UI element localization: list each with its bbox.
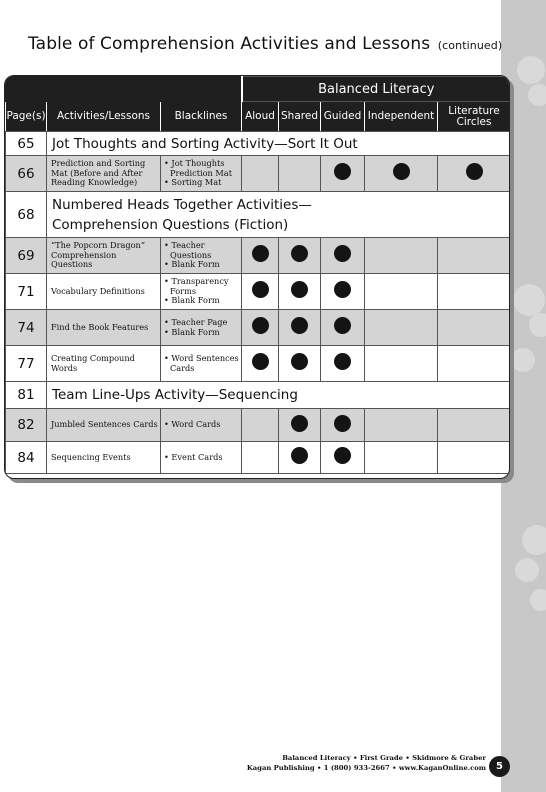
blackline-item: • Event Cards [164,451,223,462]
blackline-item: • Word Sentences Cards [164,353,239,373]
section-title-line: Comprehension Questions (Fiction) [52,216,289,233]
row-activity: “The Popcorn Dragon” Comprehension Questions [47,238,161,274]
mark-guided [321,156,365,192]
filled-dot-icon [291,245,308,262]
col-header-independent: Independent [365,102,438,132]
page-footer [247,754,486,773]
mark-guided [321,310,365,346]
mark-guided [321,274,365,310]
row-activity: Find the Book Features [47,310,161,346]
mark-guided [321,442,365,474]
col-header-blacklines: Blacklines [161,102,242,132]
row-blacklines [161,238,242,274]
activities-table [5,76,510,474]
col-header-activities: Activities/Lessons [47,102,161,132]
mark-literature-circles [438,238,511,274]
title-main: Table of Comprehension Activities and Lessons [28,34,431,54]
filled-dot-icon [334,281,351,298]
row-blacklines [161,156,242,192]
activity-row [6,442,511,474]
mark-literature-circles [438,274,511,310]
col-header-guided: Guided [321,102,365,132]
section-title-line: Team Line-Ups Activity—Sequencing [52,387,298,403]
mark-aloud [242,346,279,382]
row-page: 82 [6,409,47,442]
filled-dot-icon [393,163,410,180]
row-activity: Sequencing Events [47,442,161,474]
filled-dot-icon [334,447,351,464]
mark-literature-circles [438,346,511,382]
col-header-pages: Page(s) [6,102,47,132]
balanced-literacy-header: Balanced Literacy [242,77,511,102]
mark-aloud [242,274,279,310]
section-title-line: Jot Thoughts and Sorting Activity—Sort It Out [52,135,358,152]
activity-row [6,238,511,274]
mark-independent [365,346,438,382]
mark-shared [279,409,321,442]
mark-shared [279,238,321,274]
row-activity: Jumbled Sentences Cards [47,409,161,442]
section-page: 81 [6,382,47,409]
mark-literature-circles [438,442,511,474]
blackline-item: • Word Cards [164,419,221,430]
blackline-item: • Blank Form [164,295,220,306]
filled-dot-icon [291,353,308,370]
mark-guided [321,346,365,382]
filled-dot-icon [252,245,269,262]
section-title-line: Numbered Heads Together Activities— [52,196,312,213]
row-activity: Creating Compound Words [47,346,161,382]
blackline-item: • Sorting Mat [164,177,222,188]
filled-dot-icon [291,415,308,432]
mark-shared [279,274,321,310]
section-row [6,132,511,156]
blackline-item: • Blank Form [164,326,220,337]
activity-row [6,274,511,310]
filled-dot-icon [291,281,308,298]
col-header-literature-circles: Literature Circles [438,102,511,132]
column-header-row [6,102,511,132]
activity-row [6,156,511,192]
blackline-item: • Teacher Questions [164,240,212,260]
section-title [47,192,511,238]
section-row [6,382,511,409]
row-page: 74 [6,310,47,346]
filled-dot-icon [466,163,483,180]
page-title [28,34,502,54]
row-page: 77 [6,346,47,382]
activity-row [6,409,511,442]
mark-guided [321,409,365,442]
col-header-shared: Shared [279,102,321,132]
mark-literature-circles [438,156,511,192]
mark-shared [279,442,321,474]
footer-line-1: Balanced Literacy • First Grade • Skidmore & Graber [282,754,486,762]
filled-dot-icon [252,353,269,370]
row-activity: Prediction and Sorting Mat (Before and After Reading Knowledge) [47,156,161,192]
activities-table-box [4,75,510,479]
mark-aloud [242,310,279,346]
row-blacklines [161,442,242,474]
mark-shared [279,310,321,346]
mark-independent [365,310,438,346]
mark-independent [365,409,438,442]
col-header-aloud: Aloud [242,102,279,132]
mark-guided [321,238,365,274]
row-page: 71 [6,274,47,310]
mark-aloud [242,442,279,474]
row-blacklines [161,409,242,442]
title-suffix: (continued) [437,39,503,52]
mark-shared [279,346,321,382]
filled-dot-icon [291,447,308,464]
filled-dot-icon [334,163,351,180]
mark-independent [365,238,438,274]
blackline-item: • Transparency Forms [164,276,229,296]
row-activity: Vocabulary Definitions [47,274,161,310]
activity-row [6,310,511,346]
mark-independent [365,442,438,474]
section-title [47,132,511,156]
row-blacklines [161,310,242,346]
filled-dot-icon [252,281,269,298]
mark-literature-circles [438,409,511,442]
mark-aloud [242,409,279,442]
blackline-item: • Teacher Page [164,317,228,328]
mark-independent [365,156,438,192]
activities-table-container [4,75,510,479]
row-page: 66 [6,156,47,192]
mark-shared [279,156,321,192]
row-blacklines [161,346,242,382]
group-header-row [6,77,511,102]
mark-independent [365,274,438,310]
mark-aloud [242,156,279,192]
mark-aloud [242,238,279,274]
section-page: 65 [6,132,47,156]
section-page: 68 [6,192,47,238]
filled-dot-icon [291,317,308,334]
section-row [6,192,511,238]
page-number-badge: 5 [489,756,510,777]
filled-dot-icon [334,415,351,432]
filled-dot-icon [334,245,351,262]
row-page: 69 [6,238,47,274]
filled-dot-icon [334,317,351,334]
mark-literature-circles [438,310,511,346]
section-title [47,382,511,409]
filled-dot-icon [334,353,351,370]
activity-row [6,346,511,382]
header-spacer [6,77,242,102]
row-page: 84 [6,442,47,474]
blackline-item: • Blank Form [164,259,220,270]
footer-line-2: Kagan Publishing • 1 (800) 933-2667 • www.KaganOnline.com [246,763,486,772]
blackline-item: • Jot Thoughts Prediction Mat [164,158,232,178]
filled-dot-icon [252,317,269,334]
row-blacklines [161,274,242,310]
